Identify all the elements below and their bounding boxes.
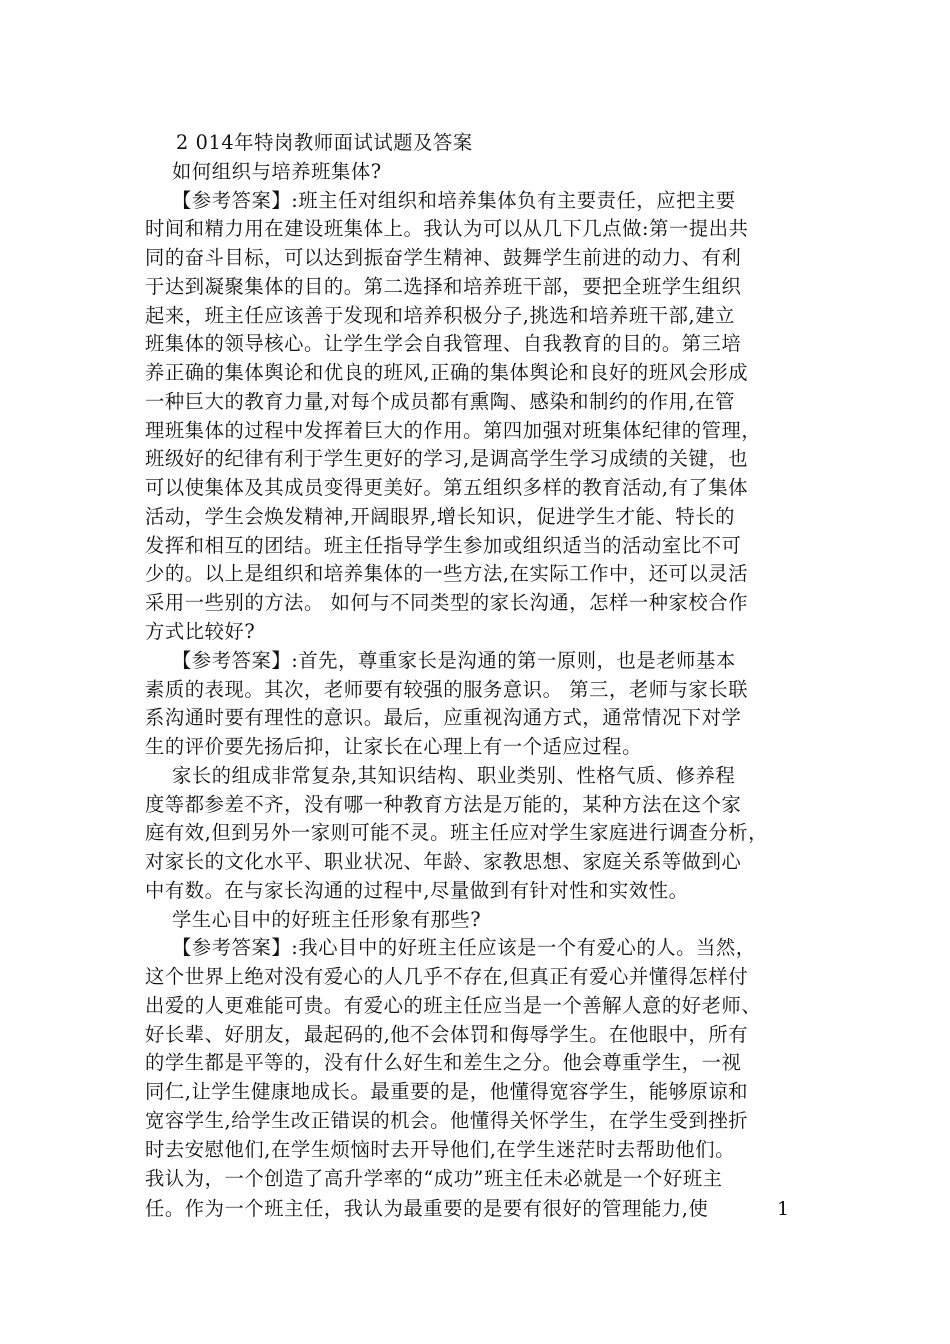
- body-line: 班级好的纪律有利于学生更好的学习,是调高学生学习成绩的关键，也: [145, 447, 749, 470]
- body-line: 班集体的领导核心。让学生学会自我管理、自我教育的目的。第三培: [145, 332, 742, 355]
- body-line: 宽容学生,给学生改正错误的机会。他懂得关怀学生，在学生受到挫折: [145, 1109, 749, 1132]
- question-heading: 学生心目中的好班主任形象有那些?: [172, 908, 482, 931]
- body-line: 任。作为一个班主任，我认为最重要的是要有很好的管理能力,使: [145, 1197, 709, 1220]
- answer-line: 【参考答案】:我心目中的好班主任应该是一个有爱心的人。当然，: [172, 936, 756, 959]
- answer-line: 【参考答案】:首先，尊重家长是沟通的第一原则，也是老师基本: [172, 649, 736, 672]
- answer-line: 【参考答案】:班主任对组织和培养集体负有主要责任，应把主要: [172, 189, 736, 212]
- body-line: 好长辈、好朋友，最起码的,他不会体罚和侮辱学生。在他眼中，所有: [145, 1023, 749, 1046]
- body-line: 同仁,让学生健康地成长。最重要的是，他懂得宽容学生，能够原谅和: [145, 1080, 749, 1103]
- body-line: 发挥和相互的团结。班主任指导学生参加或组织适当的活动室比不可: [145, 534, 742, 557]
- paragraph-line: 家长的组成非常复杂,其知识结构、职业类别、性格气质、修养程: [172, 764, 736, 787]
- body-line: 同的奋斗目标，可以达到振奋学生精神、鼓舞学生前进的动力、有利: [145, 246, 742, 269]
- body-line: 少的。以上是组织和培养集体的一些方法,在实际工作中，还可以灵活: [145, 562, 749, 585]
- body-line: 可以使集体及其成员变得更美好。第五组织多样的教育活动,有了集体: [145, 476, 749, 499]
- question-heading: 如何组织与培养班集体?: [172, 160, 382, 183]
- body-line: 一种巨大的教育力量,对每个成员都有熏陶、感染和制约的作用,在管: [145, 390, 736, 413]
- body-line: 于达到凝聚集体的目的。第二选择和培养班干部，要把全班学生组织: [145, 275, 742, 298]
- body-line: 采用一些别的方法。 如何与不同类型的家长沟通，怎样一种家校合作: [145, 591, 749, 614]
- document-title: 2 014年特岗教师面试试题及答案: [176, 131, 473, 154]
- body-line: 方式比较好?: [145, 620, 256, 643]
- body-line: 起来，班主任应该善于发现和培养积极分子,挑选和培养班干部,建立: [145, 304, 736, 327]
- body-line: 的学生都是平等的，没有什么好生和差生之分。他会尊重学生，一视: [145, 1051, 742, 1074]
- body-line: 我认为，一个创造了高升学率的“成功”班主任未必就是一个好班主: [145, 1167, 723, 1190]
- body-line: 度等都参差不齐，没有哪一种教育方法是万能的，某种方法在这个家: [145, 793, 742, 816]
- body-line: 对家长的文化水平、职业状况、年龄、家教思想、家庭关系等做到心: [145, 850, 742, 873]
- body-line: 系沟通时要有理性的意识。最后，应重视沟通方式，通常情况下对学: [145, 706, 742, 729]
- body-line: 中有数。在与家长沟通的过程中,尽量做到有针对性和实效性。: [145, 879, 689, 902]
- body-line: 素质的表现。其次，老师要有较强的服务意识。 第三，老师与家长联: [145, 678, 749, 701]
- body-line: 时间和精力用在建设班集体上。我认为可以从几下几点做:第一提出共: [145, 217, 749, 240]
- page-number: 1: [777, 1198, 790, 1220]
- body-line: 养正确的集体舆论和优良的班风,正确的集体舆论和良好的班风会形成: [145, 361, 749, 384]
- body-line: 活动，学生会焕发精神,开阔眼界,增长知识，促进学生才能、特长的: [145, 505, 736, 528]
- body-line: 这个世界上绝对没有爱心的人几乎不存在,但真正有爱心并懂得怎样付: [145, 965, 749, 988]
- body-line: 出爱的人更难能可贵。有爱心的班主任应当是一个善解人意的好老师、: [145, 994, 762, 1017]
- body-line: 时去安慰他们,在学生烦恼时去开导他们,在学生迷茫时去帮助他们。: [145, 1138, 736, 1161]
- body-line: 理班集体的过程中发挥着巨大的作用。第四加强对班集体纪律的管理，: [145, 419, 762, 442]
- body-line: 生的评价要先扬后抑，让家长在心理上有一个适应过程。: [145, 735, 643, 758]
- body-line: 庭有效,但到另外一家则可能不灵。班主任应对学生家庭进行调查分析，: [145, 821, 769, 844]
